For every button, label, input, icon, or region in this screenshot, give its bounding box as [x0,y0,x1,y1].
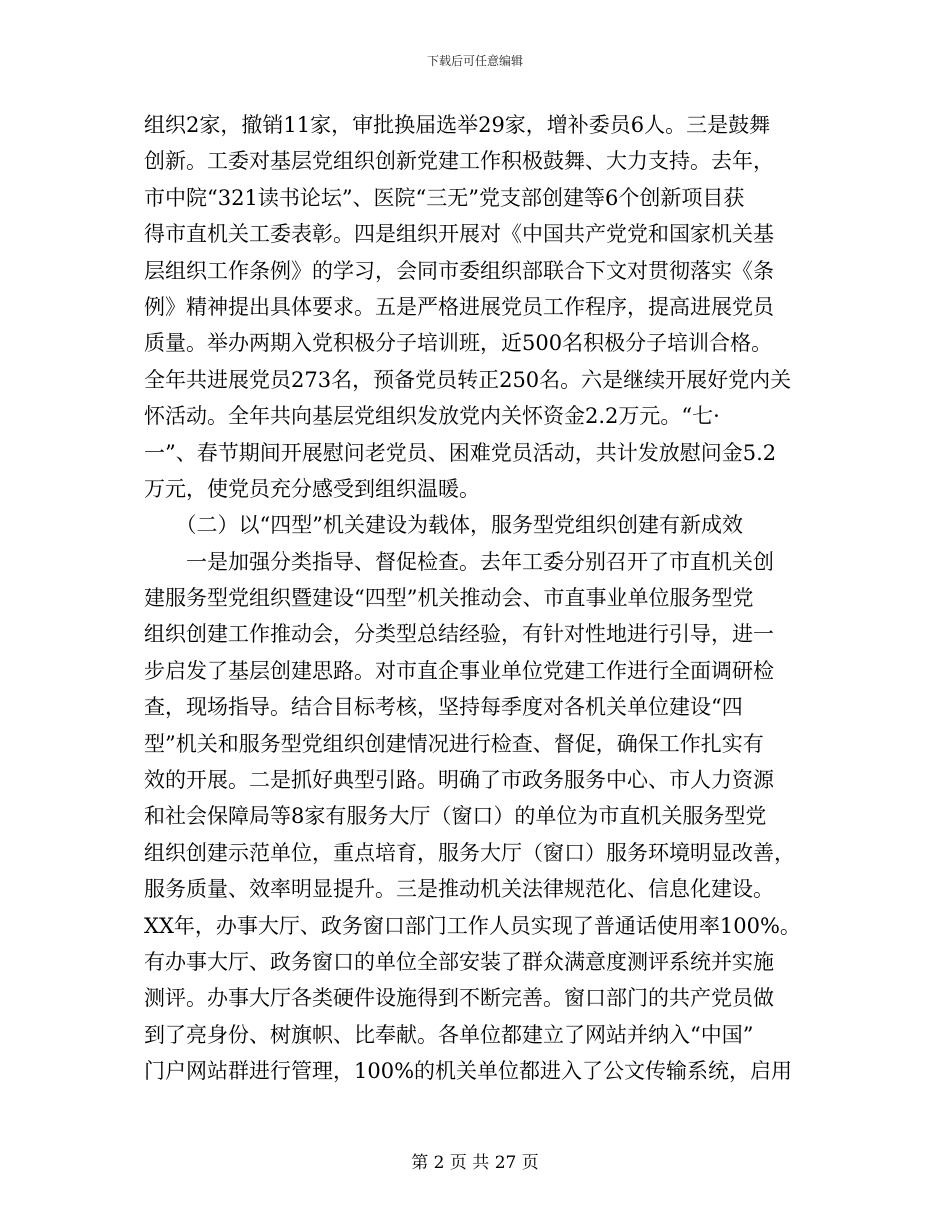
text-line: 步启发了基层创建思路。对市直企事业单位党建工作进行全面调研检 [144,658,774,683]
text-line: XX年，办事大厅、政务窗口部门工作人员实现了普通话使用率100%。 [144,913,801,938]
text-line: 查，现场指导。结合目标考核，坚持每季度对各机关单位建设“四 [144,695,743,720]
text-line: 组织2家，撤销11家，审批换届选举29家，增补委员6人。三是鼓舞 [144,113,771,137]
text-line: 门户网站群进行管理，100%的机关单位都进入了公文传输系统，启用 [144,1059,793,1084]
text-line: 市中院“321读书论坛”、医院“三无”党支部创建等6个创新项目获 [144,185,745,210]
text-line: 全年共进展党员273名，预备党员转正250名。六是继续开展好党内关 [144,367,792,392]
text-line: 质量。举办两期入党积极分子培训班，近500名积极分子培训合格。 [144,331,773,356]
text-line: 例》精神提出具体要求。五是严格进展党员工作程序，提高进展党员 [144,294,774,319]
text-line: 型”机关和服务型党组织创建情况进行检查、督促，确保工作扎实有 [144,731,764,756]
page-footer: 第 2 页 共 27 页 [411,1153,539,1173]
document-body [144,107,812,1090]
text-line: （二）以“四型”机关建设为载体，服务型党组织创建有新成效 [144,513,743,538]
text-line: 一”、春节期间开展慰问老党员、困难党员活动，共计发放慰问金5.2 [144,440,777,465]
text-line: 组织创建工作推动会，分类型总结经验，有针对性地进行引导，进一 [144,622,774,647]
text-line: 和社会保障局等8家有服务大厅（窗口）的单位为市直机关服务型党 [144,804,767,829]
text-line: 有办事大厅、政务窗口的单位全部安装了群众满意度测评系统并实施 [144,949,774,974]
text-line: 怀活动。全年共向基层党组织发放党内关怀资金2.2万元。“七· [144,404,720,429]
text-line: 建服务型党组织暨建设“四型”机关推动会、市直事业单位服务型党 [144,586,754,611]
page-header: 下载后可任意编辑 [426,54,523,68]
text-line: 服务质量、效率明显提升。三是推动机关法律规范化、信息化建设。 [144,877,774,902]
text-line: 组织创建示范单位，重点培育，服务大厅（窗口）服务环境明显改善， [144,840,795,865]
text-line: 到了亮身份、树旗帜、比奉献。各单位都建立了网站并纳入“中国” [144,1022,754,1047]
text-line: 得市直机关工委表彰。四是组织开展对《中国共产党党和国家机关基 [144,222,774,247]
text-line: 创新。工委对基层党组织创新党建工作积极鼓舞、大力支持。去年， [144,149,774,174]
text-line: 层组织工作条例》的学习，会同市委组织部联合下文对贯彻落实《条 [144,258,774,283]
text-line: 一是加强分类指导、督促检查。去年工委分别召开了市直机关创 [144,549,774,574]
text-line: 效的开展。二是抓好典型引路。明确了市政务服务中心、市人力资源 [144,768,774,793]
text-line: 万元，使党员充分感受到组织温暖。 [144,476,480,501]
text-line: 测评。办事大厅各类硬件设施得到不断完善。窗口部门的共产党员做 [144,986,774,1011]
